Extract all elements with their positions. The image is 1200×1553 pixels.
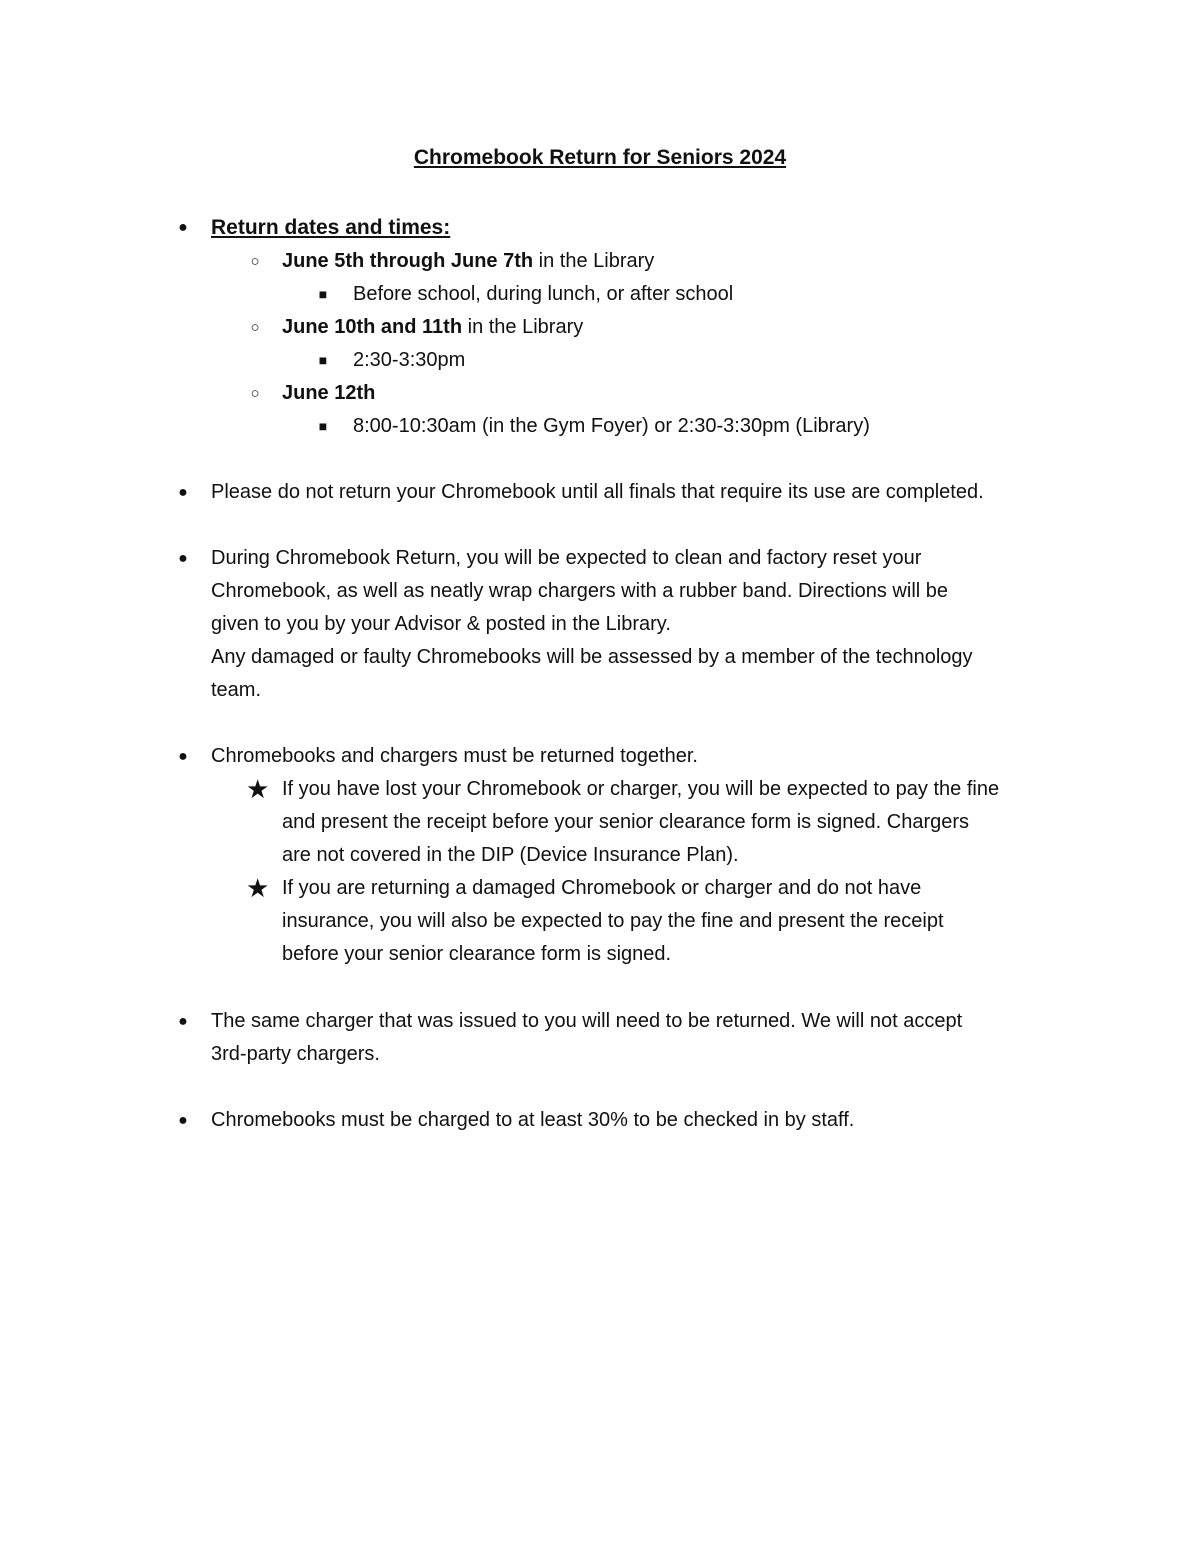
page-title: Chromebook Return for Seniors 2024 bbox=[413, 146, 787, 169]
bullet-circle: ○ bbox=[250, 385, 260, 402]
damaged-charger-line: before your senior clearance form is signed. bbox=[282, 943, 672, 965]
damaged-charger-line: insurance, you will also be expected to pay the fine and present the receipt bbox=[282, 910, 944, 932]
reset-note-line: team. bbox=[211, 679, 262, 701]
date-item-2-rest: in the Library bbox=[462, 316, 584, 338]
date-item-2-bold: June 10th and 11th bbox=[282, 316, 463, 338]
same-charger-line: 3rd-party chargers. bbox=[211, 1043, 380, 1065]
bullet-dot: ● bbox=[178, 1013, 188, 1030]
date-item-1 bbox=[282, 245, 654, 278]
reset-note-line: Chromebook, as well as neatly wrap chargers with a rubber band. Directions will be bbox=[211, 580, 949, 602]
bullet-dot: ● bbox=[178, 219, 188, 236]
reset-note-line: Any damaged or faulty Chromebooks will be assessed by a member of the technology bbox=[211, 646, 973, 668]
date-item-1-bold: June 5th through June 7th bbox=[282, 250, 534, 272]
bullet-circle: ○ bbox=[250, 253, 260, 270]
date-item-2-detail: 2:30-3:30pm bbox=[353, 349, 466, 371]
return-dates-heading: Return dates and times: bbox=[211, 216, 451, 239]
charge-level-note: Chromebooks must be charged to at least 30% to be checked in by staff. bbox=[211, 1109, 855, 1131]
lost-charger-line: are not covered in the DIP (Device Insurance Plan). bbox=[282, 844, 739, 866]
finals-note: Please do not return your Chromebook until all finals that require its use are completed. bbox=[211, 481, 984, 503]
date-item-1-rest: in the Library bbox=[533, 250, 655, 272]
bullet-dot: ● bbox=[178, 484, 188, 501]
chargers-note: Chromebooks and chargers must be returned together. bbox=[211, 745, 698, 767]
date-item-3-bold: June 12th bbox=[282, 382, 376, 404]
lost-charger-line: and present the receipt before your senior clearance form is signed. Chargers bbox=[282, 811, 970, 833]
bullet-dot: ● bbox=[178, 550, 188, 567]
date-item-3 bbox=[282, 377, 375, 410]
star-icon: ★ bbox=[246, 873, 270, 903]
bullet-square: ■ bbox=[318, 352, 328, 368]
bullet-square: ■ bbox=[318, 418, 328, 434]
star-icon: ★ bbox=[246, 774, 270, 804]
damaged-charger-line: If you are returning a damaged Chromebook or charger and do not have bbox=[282, 877, 922, 899]
date-item-1-detail: Before school, during lunch, or after school bbox=[353, 283, 734, 305]
bullet-circle: ○ bbox=[250, 319, 260, 336]
reset-note-line: given to you by your Advisor & posted in the Library. bbox=[211, 613, 671, 635]
same-charger-line: The same charger that was issued to you will need to be returned. We will not accept bbox=[211, 1010, 963, 1032]
bullet-dot: ● bbox=[178, 748, 188, 765]
date-item-2 bbox=[282, 311, 583, 344]
bullet-dot: ● bbox=[178, 1112, 188, 1129]
date-item-3-detail: 8:00-10:30am (in the Gym Foyer) or 2:30-3:30pm (Library) bbox=[353, 415, 870, 437]
reset-note-line: During Chromebook Return, you will be expected to clean and factory reset your bbox=[211, 547, 922, 569]
lost-charger-line: If you have lost your Chromebook or charger, you will be expected to pay the fine bbox=[282, 778, 1000, 800]
bullet-square: ■ bbox=[318, 286, 328, 302]
